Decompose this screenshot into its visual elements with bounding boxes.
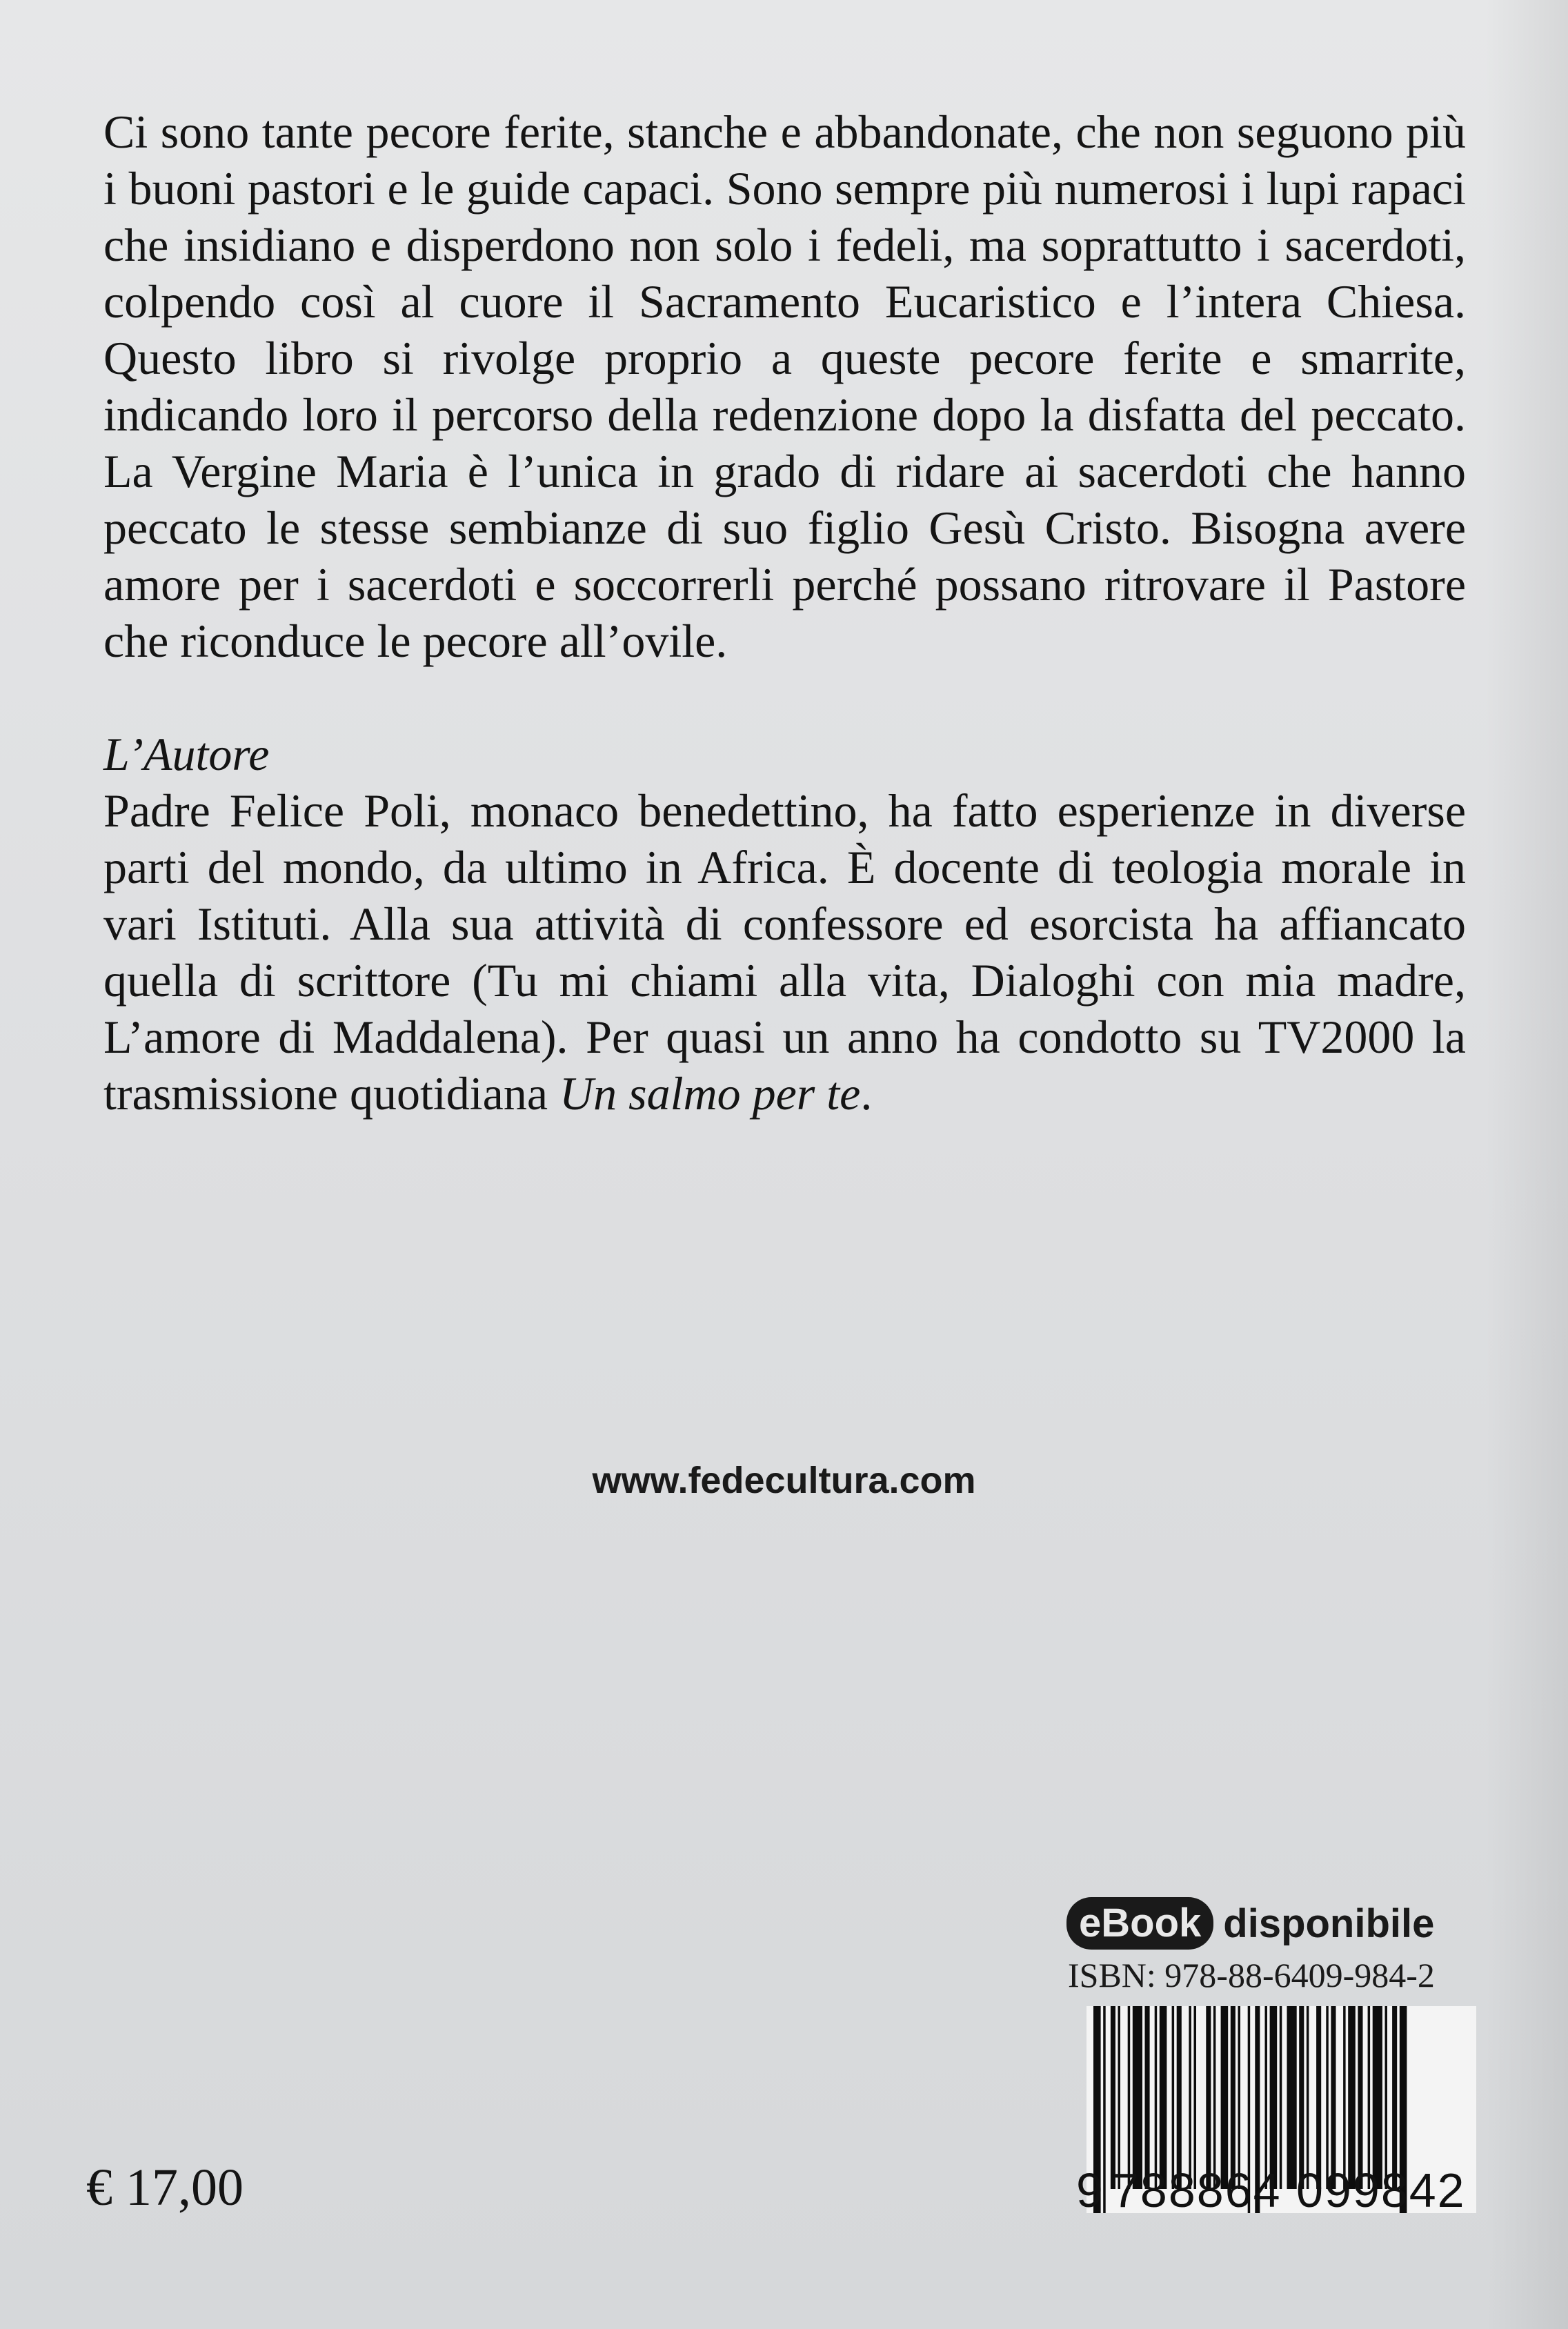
barcode-bar xyxy=(1392,2006,1397,2189)
barcode-digit-groups: 788864 099842 xyxy=(1112,2163,1466,2217)
price: € 17,00 xyxy=(86,2159,244,2217)
barcode-bar xyxy=(1111,2006,1115,2189)
barcode-bar xyxy=(1177,2006,1182,2189)
barcode-bar xyxy=(1280,2006,1282,2189)
author-bio-paragraph xyxy=(103,782,1466,1122)
barcode-bar xyxy=(1348,2006,1356,2189)
author-heading: L’Autore xyxy=(103,728,270,780)
barcode-bar xyxy=(1326,2006,1329,2189)
barcode-bar xyxy=(1358,2006,1362,2189)
synopsis-paragraph: Ci sono tante pecore ferite, stanche e abbandonate, che non seguono più i buoni pastori e le guide capaci. Sono sempre più numerosi i lupi rapaci che insidiano e disperdono non solo i fedeli, ma soprattutto i sacerdoti, colpendo così al cuore il Sacramento Eucaristico e l’intera Chiesa. Questo libro si rivolge proprio a queste pecore ferite e smarrite, indicando loro il percorso della redenzione dopo la disfatta del peccato. La Vergine Maria è l’unica in grado di ridare ai sacerdoti che hanno peccato le stesse sembianze di suo figlio Gesù Cristo. Bisogna avere amore per i sacerdoti e soccorrerli perché possano ritrovare il Pastore che riconduce le pecore all’ovile. xyxy=(103,106,1466,667)
publisher-website: www.fedecultura.com xyxy=(592,1460,976,1501)
barcode-bar xyxy=(1385,2006,1388,2189)
barcode-bar xyxy=(1368,2006,1371,2189)
barcode-bar xyxy=(1213,2006,1216,2189)
barcode-bar xyxy=(1118,2006,1121,2189)
barcode-bar xyxy=(1206,2006,1211,2189)
barcode-bar xyxy=(1299,2006,1304,2189)
barcode-bar xyxy=(1145,2006,1150,2189)
barcode-bar xyxy=(1133,2006,1142,2189)
author-bio xyxy=(103,782,1466,1122)
barcode-lead-digit: 9 xyxy=(1076,2163,1104,2217)
tv-show-title: Un salmo per te xyxy=(559,1067,861,1120)
barcode-bar xyxy=(1194,2006,1197,2189)
barcode-bar xyxy=(1189,2006,1191,2189)
barcode-bar xyxy=(1270,2006,1278,2189)
barcode-bar xyxy=(1172,2006,1175,2189)
barcode-bar xyxy=(1316,2006,1321,2189)
synopsis xyxy=(103,103,1466,669)
author-bio-text: Padre Felice Poli, monaco benedettino, ha fatto esperienze in diverse parti del mondo, da ultimo in Africa. È docente di teologia morale in vari Istituti. Alla sua attività di confessore ed esorcista ha affiancato quella di scrittore (Tu mi chiami alla vita, Dialoghi con mia madre, L’amore di Maddalena). Per quasi un anno ha condotto su TV2000 la trasmissione quotidiana xyxy=(103,784,1466,1120)
barcode-bar xyxy=(1128,2006,1131,2189)
barcode-digits xyxy=(1076,2163,1487,2218)
barcode-bar xyxy=(1331,2006,1336,2189)
barcode-bar xyxy=(1373,2006,1382,2189)
barcode-bar xyxy=(1287,2006,1297,2189)
barcode-bar xyxy=(1238,2006,1241,2189)
barcode-bar xyxy=(1155,2006,1158,2189)
author-bio-end: . xyxy=(860,1067,873,1120)
barcode-bar xyxy=(1160,2006,1167,2189)
ebook-availability xyxy=(1066,1896,1434,1951)
barcode-bar xyxy=(1307,2006,1309,2189)
cover-edge-shadow xyxy=(1485,0,1568,2329)
isbn-number: ISBN: 978-88-6409-984-2 xyxy=(1068,1956,1435,1994)
barcode-bar xyxy=(1231,2006,1235,2189)
barcode-bar xyxy=(1343,2006,1346,2189)
barcode-bar xyxy=(1221,2006,1229,2189)
ebook-label: disponibile xyxy=(1223,1901,1435,1946)
ebook-badge: eBook xyxy=(1066,1897,1213,1950)
barcode-bar xyxy=(1265,2006,1268,2189)
